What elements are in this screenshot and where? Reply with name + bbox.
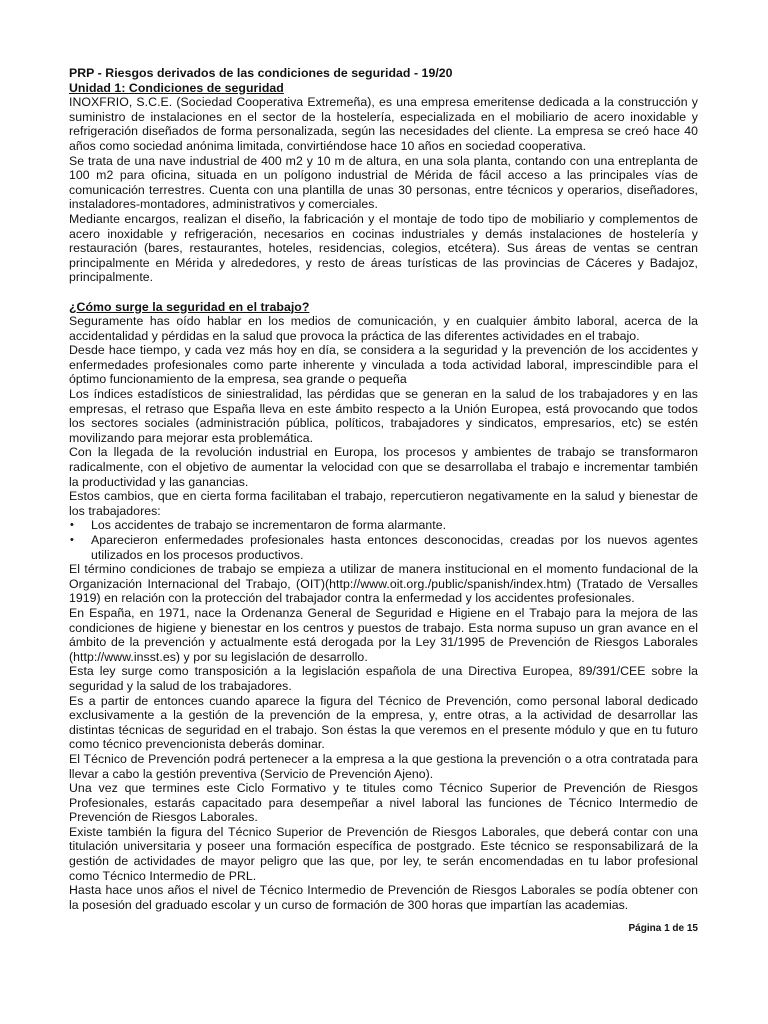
section-heading: ¿Cómo surge la seguridad en el trabajo? [69,299,310,314]
section-paragraph: En España, en 1971, nace la Ordenanza General de Seguridad e Higiene en el Trabajo para la mejora de las condiciones de higiene y bienestar en los centros y puestos de trabajo. Esta norma supuso un gran avance en el ámbito de la prevención y actualmente está derogada por la Ley 31/1995 de Prevención de Riesgos Laborales (http://www.insst.es) y por su legislación de desarrollo. [69,605,698,664]
bullet-text: Aparecieron enfermedades profesionales hasta entonces desconocidas, creadas por los nuevos agentes utilizados en los procesos productivos. [91,533,698,562]
bullet-text: Los accidentes de trabajo se incrementaron de forma alarmante. [91,518,447,533]
document-title: PRP - Riesgos derivados de las condiciones de seguridad - 19/20 [69,66,453,80]
section-paragraph: El término condiciones de trabajo se empieza a utilizar de manera institucional en el momento fundacional de la Organización Internacional del Trabajo, (OIT)(http://www.oit.org./public/spanish/index.htm) (Tratado de Versalles 1919) en relación con la protección del trabajador contra la enfermedad y los accidentes profesionales. [69,562,698,606]
unit-heading: Unidad 1: Condiciones de seguridad [69,80,284,95]
section-paragraph: Los índices estadísticos de siniestralidad, las pérdidas que se generan en la salud de los trabajadores y en las empresas, el retraso que España lleva en este ámbito respecto a la Unión Europea, está provocando que todos los sectores sociales (administración pública, políticos, trabajadores y sindicatos, empresarios, etc) se estén movilizando para mejorar esta problemática. [69,387,698,445]
section-paragraph: Existe también la figura del Técnico Superior de Prevención de Riesgos Laborales, que deberá contar con una titulación universitaria y poseer una formación específica de postgrado. Este técnico se responsabilizará de la gestión de actividades de mayor peligro que las que, por ley, te serán encomendadas en tu labor profesional como Técnico Intermedio de PRL. [69,824,698,883]
section-paragraph: Estos cambios, que en cierta forma facilitaban el trabajo, repercutieron negativamente en la salud y bienestar de los trabajadores: [69,489,698,518]
bullet-icon: • [70,534,74,546]
paragraph-spacer [69,285,698,300]
section-paragraph: El Técnico de Prevención podrá pertenecer a la empresa a la que gestiona la prevención o a otra contratada para llevar a cabo la gestión preventiva (Servicio de Prevención Ajeno). [69,751,698,781]
intro-paragraph: INOXFRIO, S.C.E. (Sociedad Cooperativa Extremeña), es una empresa emeritense dedicada a la construcción y suministro de instalaciones en el sector de la hostelería, especializada en el mobiliario de acero inoxidable y refrigeración diseñados de forma personalizada, según las necesidades del cliente. La empresa se creó hace 40 años como sociedad anónima limitada, convirtiéndose hace 10 años en sociedad cooperativa. [69,95,698,153]
section-paragraph: Con la llegada de la revolución industrial en Europa, los procesos y ambientes de trabajo se transformaron radicalmente, con el objetivo de aumentar la velocidad con que se desarrollaba el trabajo e incrementar también la productividad y las ganancias. [69,445,698,489]
section-paragraph: Es a partir de entonces cuando aparece la figura del Técnico de Prevención, como personal laboral dedicado exclusivamente a la gestión de la prevención de la empresa, y, entre otras, a la actividad de desarrollar las distintas técnicas de seguridad en el trabajo. Son éstas la que veremos en el presente módulo y que en tu futuro como técnico prevencionista deberás dominar. [69,693,698,752]
intro-paragraph: Se trata de una nave industrial de 400 m2 y 10 m de altura, en una sola planta, contando con una entreplanta de 100 m2 para oficina, situada en un polígono industrial de Mérida de fácil acceso a las principales vías de comunicación terrestres. Cuenta con una plantilla de unas 30 personas, entre técnicos y operarios, diseñadores, instaladores-montadores, administrativos y comerciales. [69,153,698,212]
page-number-footer: Página 1 de 15 [628,923,698,934]
bullet-icon: • [70,519,74,532]
document-body [69,66,698,912]
bullet-list-item [69,533,698,562]
section-paragraph: Desde hace tiempo, y cada vez más hoy en día, se considera a la seguridad y la prevención de los accidentes y enfermedades profesionales como parte inherente y vinculada a toda actividad laboral, imprescindible para el óptimo funcionamiento de la empresa, sea grande o pequeña [69,343,698,387]
section-paragraph: Seguramente has oído hablar en los medios de comunicación, y en cualquier ámbito laboral, acerca de la accidentalidad y pérdidas en la salud que provoca la práctica de las diferentes actividades en el trabajo. [69,314,698,343]
bullet-list [69,518,698,562]
section-paragraph: Hasta hace unos años el nivel de Técnico Intermedio de Prevención de Riesgos Laborales se podía obtener con la posesión del graduado escolar y un curso de formación de 300 horas que impartían las academias. [69,883,698,912]
intro-paragraph: Mediante encargos, realizan el diseño, la fabricación y el montaje de todo tipo de mobiliario y complementos de acero inoxidable y refrigeración, necesarios en cocinas industriales y demás instalaciones de hostelería y restauración (bares, restaurantes, hoteles, residencias, colegios, etcétera). Sus áreas de ventas se centran principalmente en Mérida y alrededores, y resto de áreas turísticas de las provincias de Cáceres y Badajoz, principalmente. [69,211,698,285]
section-paragraph: Una vez que termines este Ciclo Formativo y te titules como Técnico Superior de Prevención de Riesgos Profesionales, estarás capacitado para desempeñar a nivel laboral las funciones de Técnico Intermedio de Prevención de Riesgos Laborales. [69,781,698,825]
bullet-list-item [69,518,698,533]
section-paragraph: Esta ley surge como transposición a la legislación española de una Directiva Europea, 89/391/CEE sobre la seguridad y la salud de los trabajadores. [69,664,698,693]
